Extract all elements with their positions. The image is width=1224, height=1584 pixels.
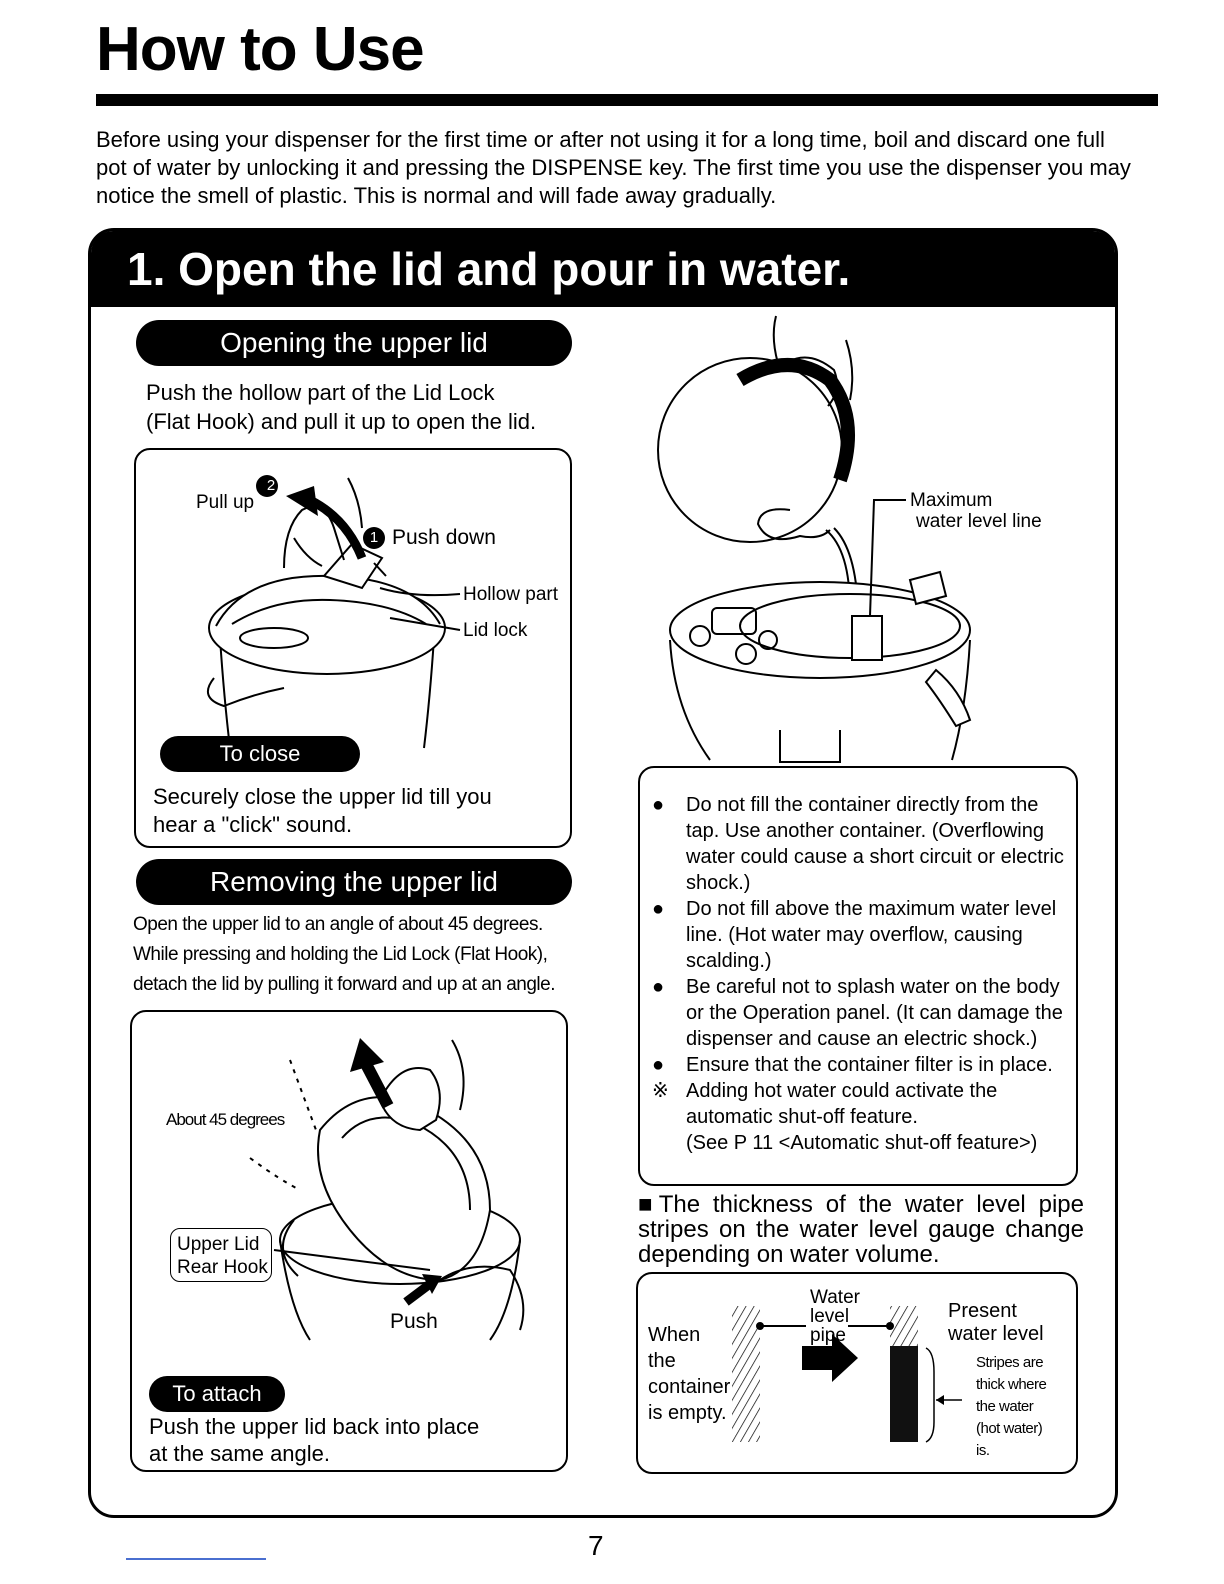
removing-lid-illustration xyxy=(130,1010,568,1350)
removing-text-line2: While pressing and holding the Lid Lock (Flat Hook), xyxy=(133,944,548,965)
step1-marker: 1 xyxy=(369,529,379,546)
opening-text-line1: Push the hollow part of the Lid Lock xyxy=(146,380,495,405)
lid-lock-label: Lid lock xyxy=(463,620,528,641)
close-text-line1: Securely close the upper lid till you xyxy=(153,784,492,809)
note1-line3: water could cause a short circuit or electric xyxy=(686,846,1064,868)
pipe-line2: level xyxy=(810,1306,850,1327)
note5-line1: Adding hot water could activate the xyxy=(686,1080,998,1102)
pipe-line1: Water xyxy=(810,1287,860,1308)
maximum-water-level-label xyxy=(910,490,1042,532)
note2-bullet: ● xyxy=(652,898,665,920)
note3-line2: or the Operation panel. (It can damage the xyxy=(686,1002,1063,1024)
hollow-part-label: Hollow part xyxy=(463,584,559,605)
note1-line4: shock.) xyxy=(686,872,751,894)
rear-hook-line1: Upper Lid xyxy=(177,1234,260,1255)
title-rule xyxy=(96,94,1158,106)
footer-line xyxy=(126,1558,266,1560)
thick-line1: Stripes are xyxy=(976,1354,1044,1371)
about-45-degrees-label: About 45 degrees xyxy=(166,1110,285,1129)
thick-line2: thick where xyxy=(976,1376,1047,1393)
note1-line1: Do not fill the container directly from the xyxy=(686,794,1039,816)
opening-text-line2: (Flat Hook) and pull it up to open the lid. xyxy=(146,409,537,434)
push-label: Push xyxy=(390,1310,438,1333)
pouring-illustration xyxy=(640,310,1080,770)
intro-paragraph: Before using your dispenser for the first time or after not using it for a long time, boil and discard one full pot of water by unlocking it and pressing the DISPENSE key. The first time you use the dispenser you may notice the smell of plastic. This is normal and will fade away gradually. xyxy=(96,127,1131,208)
note3-line1: Be careful not to splash water on the body xyxy=(686,976,1060,998)
to-close-heading: To close xyxy=(160,736,360,772)
attach-text-line1: Push the upper lid back into place xyxy=(149,1414,480,1439)
note2-line3: scalding.) xyxy=(686,950,772,972)
note4-text: Ensure that the container filter is in place. xyxy=(686,1054,1053,1076)
note3-line3: dispenser and cause an electric shock.) xyxy=(686,1028,1038,1050)
rear-hook-line2: Rear Hook xyxy=(177,1257,268,1278)
push-down-label: Push down xyxy=(392,526,496,549)
step-banner: 1. Open the lid and pour in water. xyxy=(91,231,1115,307)
note5-ref-mark: ※ xyxy=(652,1080,669,1102)
notes-list xyxy=(652,792,1072,1156)
empty-line1: When xyxy=(648,1324,701,1346)
opening-lid-heading: Opening the upper lid xyxy=(136,320,572,366)
note2-line1: Do not fill above the maximum water level xyxy=(686,898,1057,920)
note1-line2: tap. Use another container. (Overflowing xyxy=(686,820,1044,842)
note4-bullet: ● xyxy=(652,1054,665,1076)
thick-stripes-label xyxy=(976,1352,1046,1462)
pull-up-label: Pull up xyxy=(196,492,255,513)
removing-lid-heading: Removing the upper lid xyxy=(136,859,572,905)
page-title: How to Use xyxy=(96,15,424,84)
thick-line5: is. xyxy=(976,1442,990,1459)
page-number: 7 xyxy=(588,1530,604,1561)
stripe-note-mark: ■ xyxy=(638,1191,659,1218)
max-line2: water level line xyxy=(916,511,1042,532)
empty-line2: the xyxy=(648,1350,676,1372)
to-attach-heading: To attach xyxy=(149,1376,285,1412)
note5-line2: automatic shut-off feature. xyxy=(686,1106,918,1128)
stripe-note-text: The thickness of the water level pipe stripes on the water level gauge change depending on water volume. xyxy=(638,1191,1084,1268)
present-line1: Present xyxy=(948,1300,1017,1322)
note2-line2: line. (Hot water may overflow, causing xyxy=(686,924,1023,946)
empty-line3: container xyxy=(648,1376,731,1398)
max-line1: Maximum xyxy=(910,490,993,511)
removing-text-line1: Open the upper lid to an angle of about 45 degrees. xyxy=(133,914,543,935)
removing-text-line3: detach the lid by pulling it forward and up at an angle. xyxy=(133,974,555,995)
pipe-label xyxy=(810,1288,860,1345)
present-label xyxy=(948,1300,1044,1346)
pipe-line3: pipe xyxy=(810,1325,846,1346)
thick-line4: (hot water) xyxy=(976,1420,1043,1437)
attach-text-line2: at the same angle. xyxy=(149,1441,331,1466)
upper-lid-rear-hook-label xyxy=(170,1228,272,1282)
thick-line3: the water xyxy=(976,1398,1034,1415)
note1-bullet: ● xyxy=(652,794,665,816)
note5-line3: (See P 11 <Automatic shut-off feature>) xyxy=(686,1132,1038,1154)
stripe-note xyxy=(638,1192,1084,1267)
close-text-line2: hear a "click" sound. xyxy=(153,812,353,837)
present-line2: water level xyxy=(948,1323,1044,1345)
step2-marker: 2 xyxy=(266,477,276,494)
empty-line4: is empty. xyxy=(648,1402,727,1424)
note3-bullet: ● xyxy=(652,976,665,998)
